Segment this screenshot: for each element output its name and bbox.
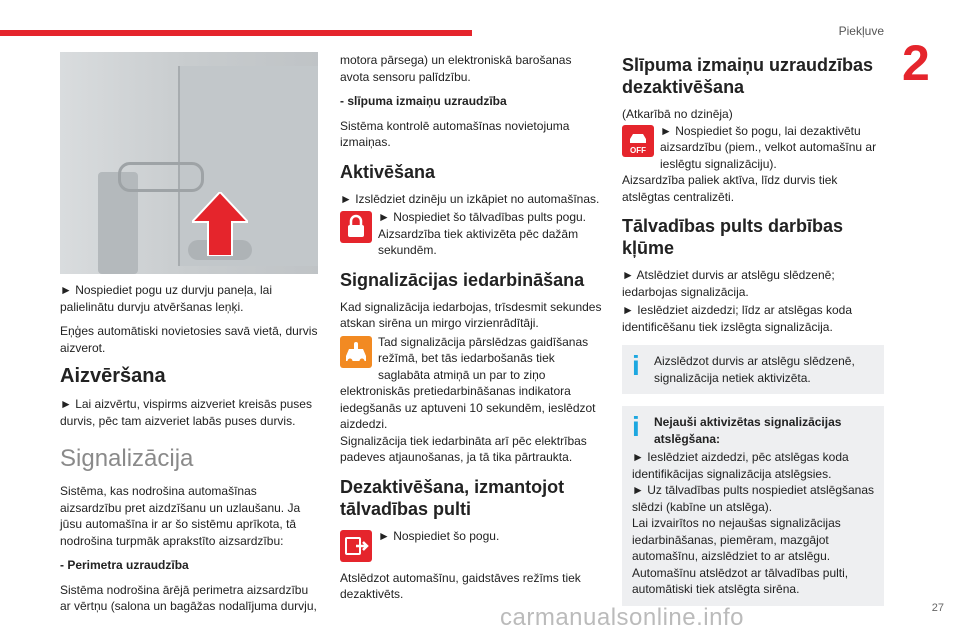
column-1 — [60, 52, 318, 623]
page-number: 27 — [931, 602, 944, 614]
paragraph: Aizsardzība paliek aktīva, līdz durvis tiek atslēgtas centralizēti. — [622, 173, 838, 204]
heading-remote-failure: Tālvadības pults darbības kļūme — [622, 216, 844, 258]
paragraph: Kad signalizācija iedarbojas, trīsdesmit sekundes atskan sirēna un mirgo virzienrādītāji. — [340, 299, 602, 330]
paragraph: Sistēma nodrošina ārējā perimetra aizsardzību ar vērtņu (salona un bagāžas nodalījuma durvju, — [60, 582, 317, 613]
heading-alarm: Signalizācija — [60, 445, 194, 472]
lock-icon — [340, 211, 372, 243]
info-note — [622, 345, 884, 394]
note-text: ► Uz tālvadības pults nospiediet atslēgšanas slēdzi (kabīne un atslēga). — [632, 483, 875, 514]
note-text: Automašīnu atslēdzot ar tālvadības pulti, automātiski tiek atslēgta sirēna. — [632, 565, 849, 596]
heading-deactivation: Dezaktivēšana, izmantojot tālvadības pulti — [340, 476, 565, 519]
paragraph: ► Izslēdziet dzinēju un izkāpiet no automašīnas. — [340, 191, 600, 206]
column-3 — [622, 52, 884, 618]
heading-activation: Aktivēšana — [340, 161, 436, 182]
info-icon: i — [632, 411, 640, 442]
bold-label: - slīpuma izmaiņu uzraudzība — [340, 94, 507, 108]
unlock-car-icon — [340, 530, 372, 562]
paragraph: ► Nospiediet šo tālvadības pults pogu. Aizsardzība tiek aktivizēta pēc dažām sekundēm. — [378, 210, 587, 257]
section-title: Piekļuve — [838, 24, 884, 38]
heading-tilt-deactivation: Slīpuma izmaiņu uzraudzības dezaktivēšana — [622, 55, 874, 97]
note-text: Lai izvairītos no nejaušas signalizācijas iedarbināšanas, piemēram, mazgājot automašīnu, aizslēdziet to ar atslēgu. — [632, 516, 841, 563]
column-2 — [340, 52, 602, 611]
heading-alarm-trigger: Signalizācijas iedarbināšana — [340, 269, 585, 290]
heading-closing: Aizvēršana — [60, 365, 166, 387]
door-hook — [118, 162, 204, 192]
note-text: Aizslēdzot durvis ar atslēgu slēdzenē, signalizācija netiek aktivizēta. — [654, 354, 855, 385]
arrow-up-icon — [192, 192, 248, 256]
paragraph: ► Ieslēdziet aizdedzi; līdz ar atslēgas koda identificēšanu tiek izslēgta signalizācija. — [622, 303, 852, 334]
info-note — [622, 406, 884, 606]
paragraph: (Atkarībā no dzinēja) — [622, 107, 733, 121]
bold-label: - Perimetra uzraudzība — [60, 558, 189, 572]
paragraph: ► Nospiediet šo pogu, lai dezaktivētu aizsardzību (piem., velkot automašīnu ar ieslēgtu signalizāciju). — [660, 123, 877, 171]
svg-text:OFF: OFF — [630, 145, 646, 155]
info-icon: i — [632, 350, 640, 381]
watermark: carmanualsonline.info — [500, 604, 744, 631]
paragraph: motora pārsega) un elektroniskā barošanas avota sensoru palīdzību. — [340, 53, 572, 84]
note-title: Nejauši aktivizētas signalizācijas atslēgšana: — [654, 415, 842, 446]
paragraph: Eņģes automātiski novietosies savā vietā, durvis aizverot. — [60, 324, 318, 355]
paragraph: ► Nospiediet pogu uz durvju paneļa, lai palielinātu durvju atvēršanas leņķi. — [60, 283, 273, 314]
paragraph: Sistēma kontrolē automašīnas novietojuma izmaiņas. — [340, 118, 570, 149]
header-accent-bar — [0, 30, 472, 36]
paragraph: ► Atslēdziet durvis ar atslēgu slēdzenē; iedarbojas signalizācija. — [622, 268, 835, 299]
chapter-number: 2 — [902, 35, 930, 91]
alarm-car-icon — [340, 336, 372, 368]
note-text: ► Ieslēdziet aizdedzi, pēc atslēgas koda identifikācijas signalizācija atslēgsies. — [632, 450, 849, 481]
tilt-off-icon — [622, 125, 654, 157]
paragraph: ► Lai aizvērtu, vispirms aizveriet kreisās puses durvis, pēc tam aizveriet labās puses durvis. — [60, 397, 312, 428]
paragraph: Atslēdzot automašīnu, gaidstāves režīms tiek dezaktivēts. — [340, 570, 581, 601]
paragraph: Signalizācija tiek iedarbināta arī pēc elektrības padeves atjaunošanas, ja tā tika pārtraukta. — [340, 433, 587, 464]
paragraph: ► Nospiediet šo pogu. — [378, 528, 500, 543]
door-button-photo — [60, 52, 318, 274]
paragraph: Sistēma, kas nodrošina automašīnas aizsardzību pret aizdzīšanu un uzlaušanu. Ja jūsu automašīna ir ar šo sistēmu aprīkota, tā nodrošina turpmāk aprakstīto aizsardzību: — [60, 484, 301, 548]
paragraph: Tad signalizācija pārslēdzas gaidīšanas režīmā, bet tās iedarbošanās tiek saglabāta atmiņā un par to ziņo elektroniskās pretiedarbināšanas indikatora iedegšanās uz aptuveni 10 sekundēm, ieslēdzot aizdedzi. — [340, 334, 596, 431]
